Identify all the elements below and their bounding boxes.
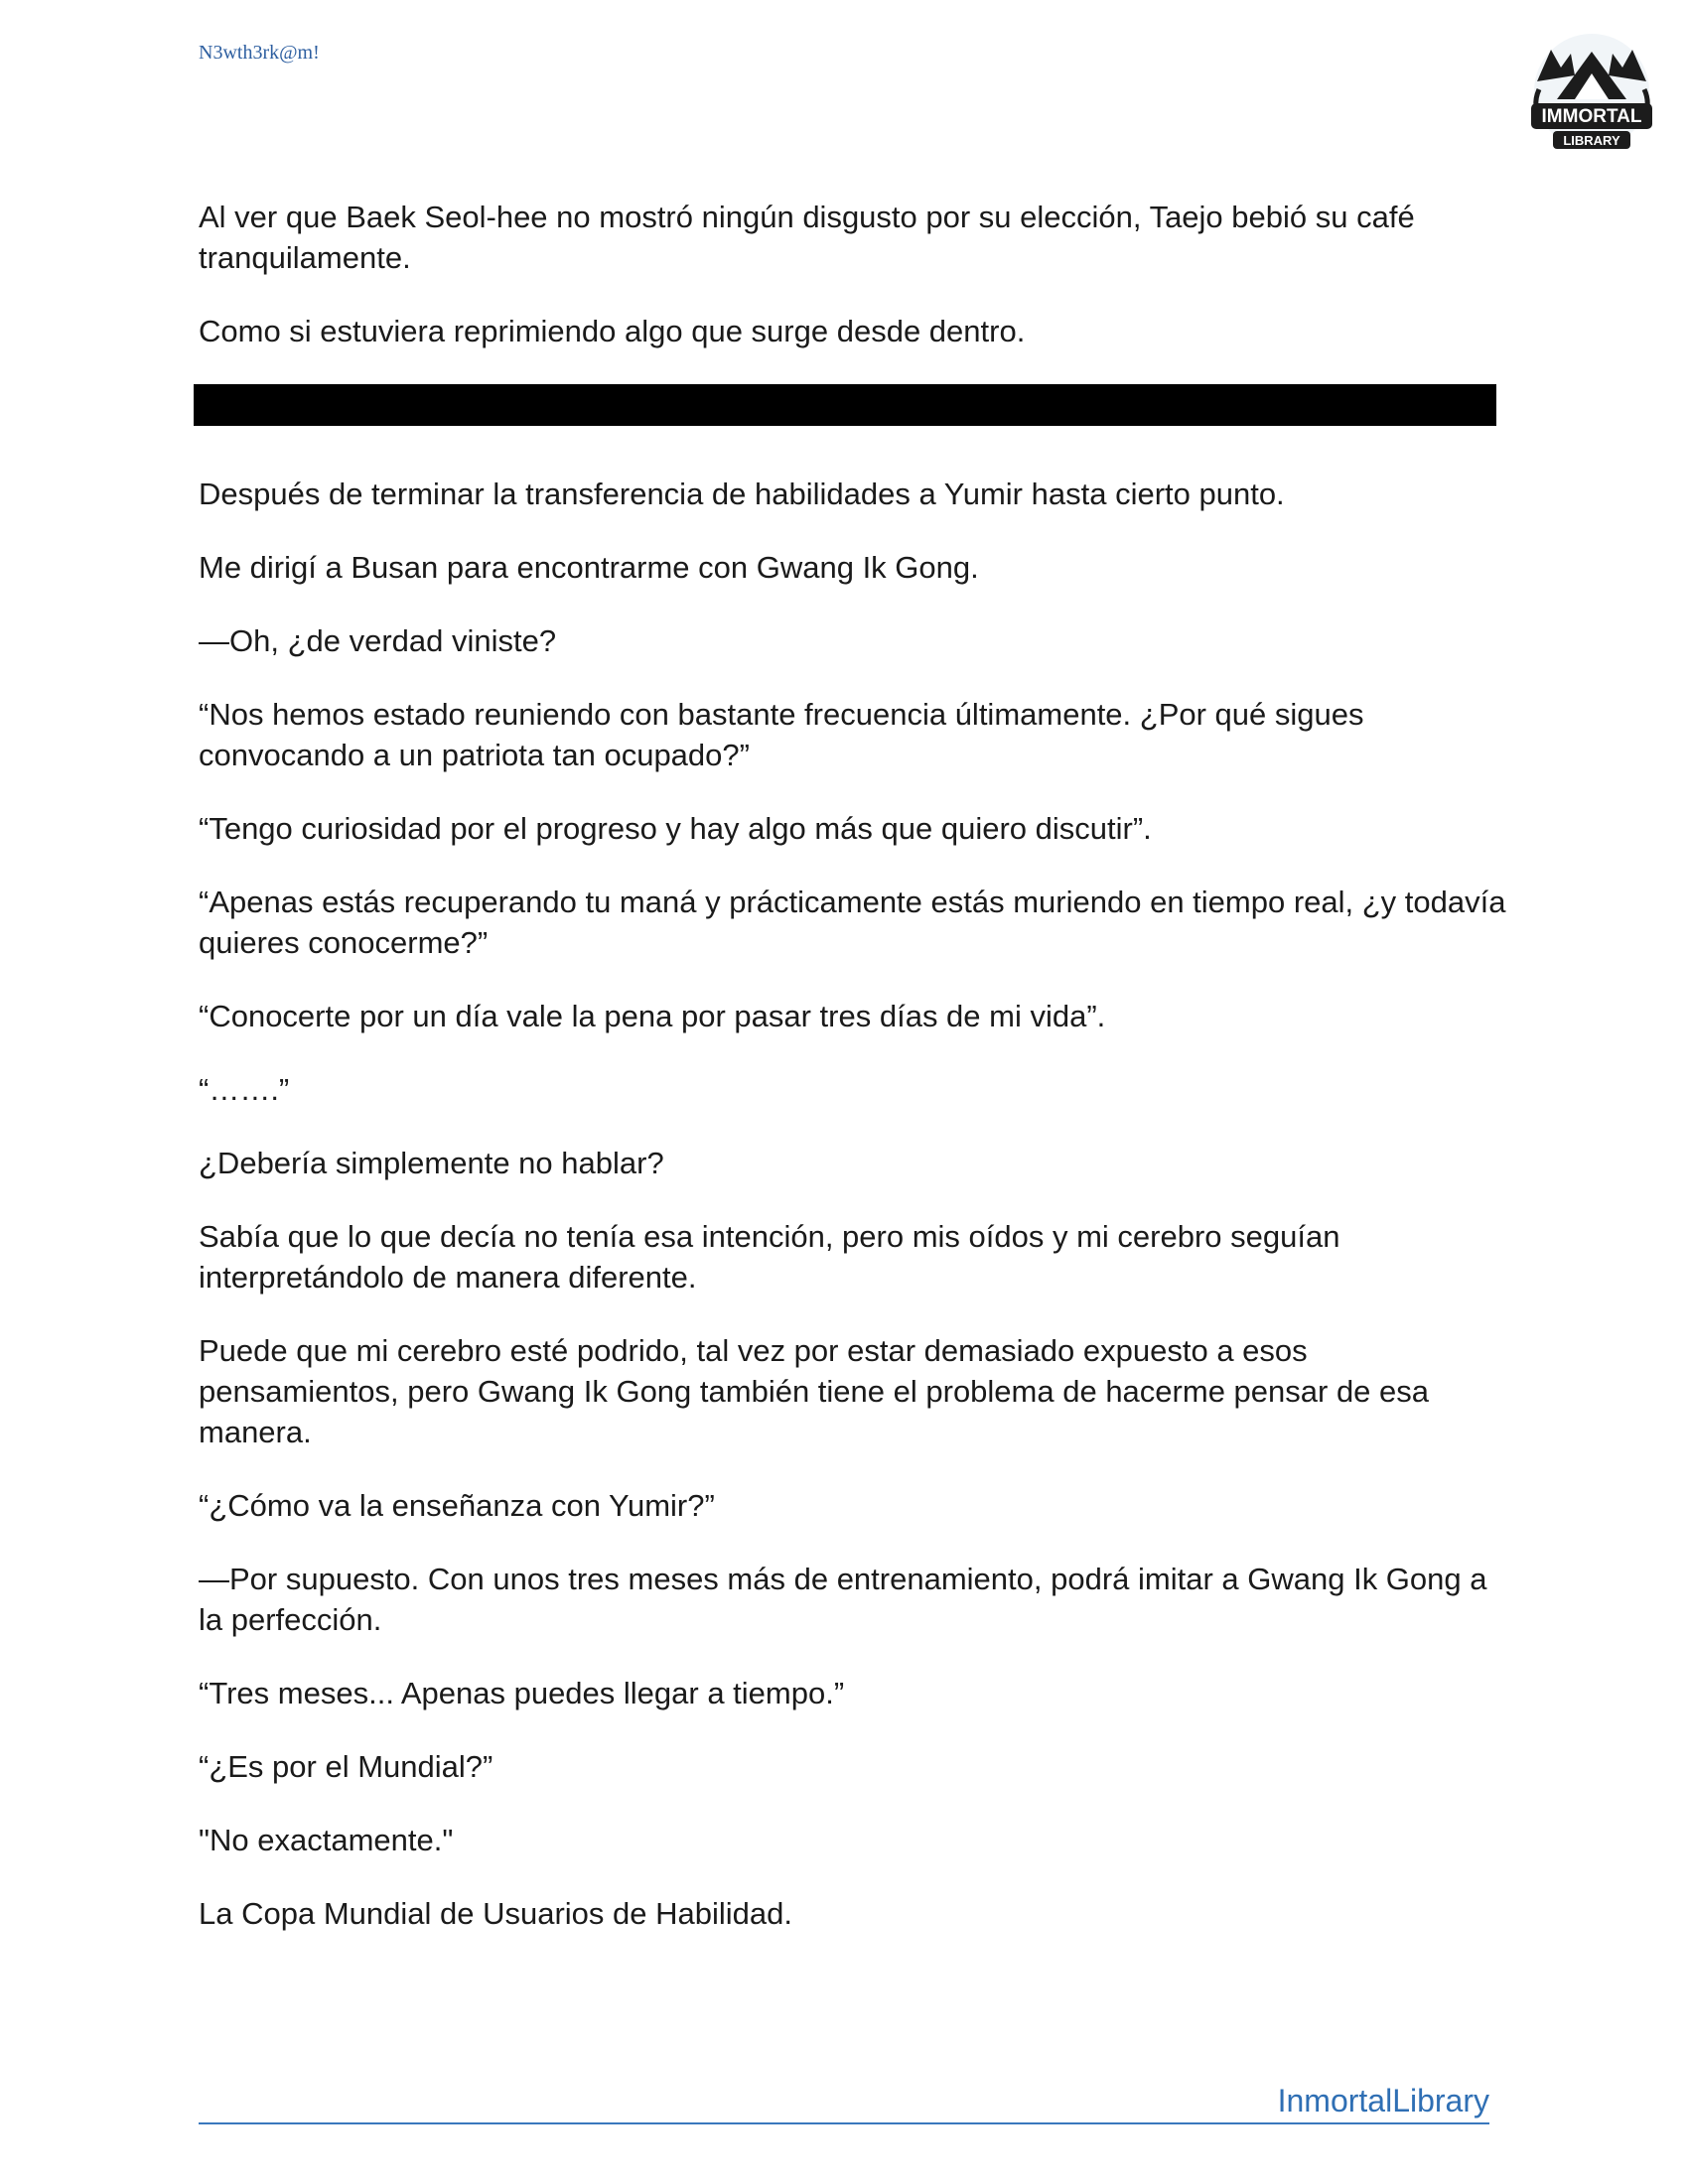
paragraph: Sabía que lo que decía no tenía esa intención, pero mis oídos y mi cerebro seguían interpretándolo de manera diferente.	[199, 1219, 1340, 1295]
document-body	[199, 197, 1509, 1967]
paragraph: “Tengo curiosidad por el progreso y hay algo más que quiero discutir”.	[199, 811, 1152, 846]
immortal-library-logo	[1517, 30, 1666, 159]
paragraph: Puede que mi cerebro esté podrido, tal vez por estar demasiado expuesto a esos pensamientos, pero Gwang Ik Gong también tiene el problema de hacerme pensar de esa manera.	[199, 1333, 1430, 1449]
paragraph: Como si estuviera reprimiendo algo que surge desde dentro.	[199, 314, 1026, 348]
paragraph: "No exactamente."	[199, 1823, 454, 1857]
paragraph: “Conocerte por un día vale la pena por pasar tres días de mi vida”.	[199, 999, 1106, 1033]
paragraph: —Oh, ¿de verdad viniste?	[199, 623, 557, 658]
paragraph: —Por supuesto. Con unos tres meses más de entrenamiento, podrá imitar a Gwang Ik Gong a la perfección.	[199, 1562, 1487, 1637]
paragraph: ¿Debería simplemente no hablar?	[199, 1146, 664, 1180]
footer-inmortal-library-link[interactable]: InmortalLibrary	[1277, 2083, 1489, 2118]
section-separator-bar	[194, 384, 1496, 426]
paragraph: “¿Es por el Mundial?”	[199, 1749, 493, 1784]
paragraph: “…….”	[199, 1072, 290, 1107]
paragraph: Después de terminar la transferencia de habilidades a Yumir hasta cierto punto.	[199, 477, 1285, 511]
paragraph: Me dirigí a Busan para encontrarme con Gwang Ik Gong.	[199, 550, 979, 585]
paragraph: “Apenas estás recuperando tu maná y prácticamente estás muriendo en tiempo real, ¿y todavía quieres conocerme?”	[199, 885, 1506, 960]
paragraph: “Tres meses... Apenas puedes llegar a tiempo.”	[199, 1676, 845, 1710]
paragraph: “¿Cómo va la enseñanza con Yumir?”	[199, 1488, 715, 1523]
paragraph: “Nos hemos estado reuniendo con bastante frecuencia últimamente. ¿Por qué sigues convocando a un patriota tan ocupado?”	[199, 697, 1364, 772]
paragraph: La Copa Mundial de Usuarios de Habilidad.	[199, 1896, 792, 1931]
header-watermark-tag: N3wth3rk@m!	[199, 42, 320, 64]
logo-text-bottom: LIBRARY	[1563, 133, 1620, 148]
footer-underline	[199, 2122, 1489, 2124]
paragraph: Al ver que Baek Seol-hee no mostró ningún disgusto por su elección, Taejo bebió su café tranquilamente.	[199, 200, 1415, 275]
logo-text-top: IMMORTAL	[1541, 106, 1642, 127]
